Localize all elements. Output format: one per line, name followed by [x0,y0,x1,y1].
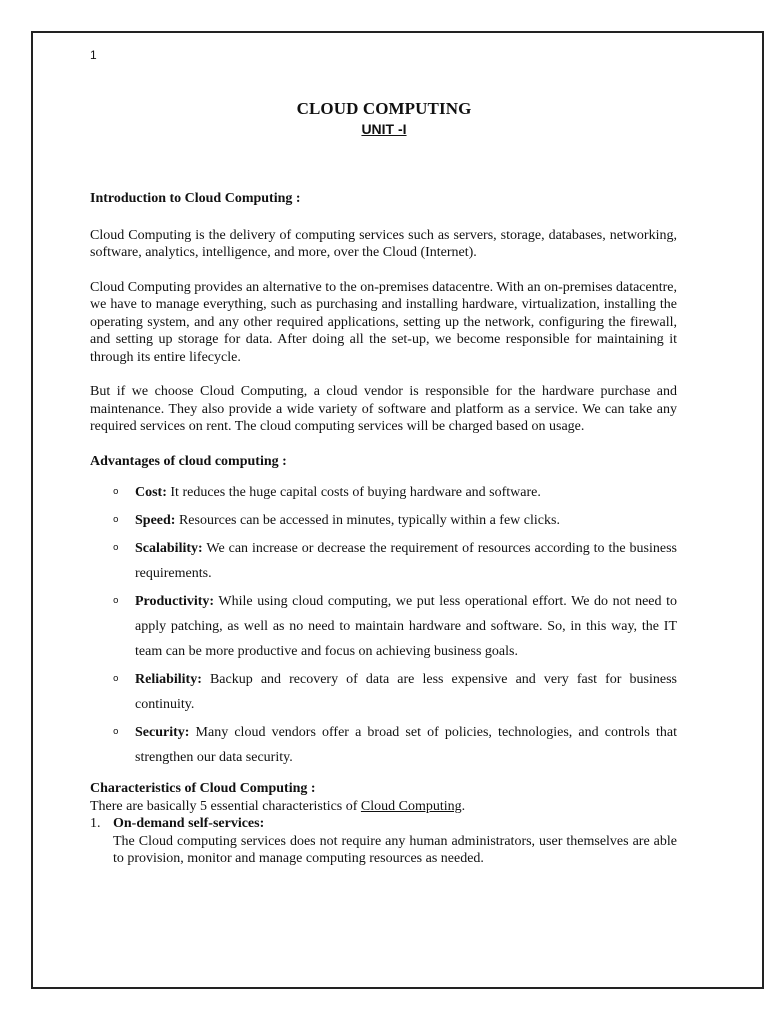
page-number: 1 [90,48,97,62]
advantage-item-speed [113,508,677,533]
bullet-icon: o [113,487,119,497]
characteristics-intro-prefix: There are basically 5 essential characteristics of [90,798,361,814]
advantage-item-reliability [113,667,677,717]
advantage-text: We can increase or decrease the requirement of resources according to the business requirements. [135,541,677,581]
bullet-icon: o [113,674,119,684]
bullet-icon: o [113,727,119,737]
characteristic-term: On-demand self-services: [113,816,265,831]
characteristics-intro [90,798,677,816]
bullet-icon: o [113,543,119,553]
intro-paragraph-2: Cloud Computing provides an alternative to the on-premises datacentre. With an on-premises datacentre, we have to manage everything, such as purchasing and installing hardware, virtualization, installing the operating system, and any other required applications, setting up the network, configuring the firewall, and setting up storage for data. After doing all the set-up, we become responsible for maintaining it through its entire lifecycle. [90,279,678,365]
advantages-list [90,480,677,770]
bullet-icon: o [113,515,119,525]
advantage-term: Productivity: [135,594,215,609]
document-title: CLOUD COMPUTING [296,99,472,118]
cloud-computing-link[interactable]: Cloud Computing [360,798,462,814]
advantage-term: Security: [135,725,190,740]
advantage-item-scalability [113,536,677,586]
intro-paragraph-3: But if we choose Cloud Computing, a cloud vendor is responsible for the hardware purchase and maintenance. They also provide a wide variety of software and platform as a service. We can take any required services on rent. The cloud computing services will be charged based on usage. [90,384,677,434]
intro-paragraph-1: Cloud Computing is the delivery of computing services such as servers, storage, databases, networking, software, analytics, intelligence, and more, over the Cloud (Internet). [90,227,677,260]
advantage-term: Speed: [135,513,176,528]
advantage-term: Scalability: [135,541,203,556]
advantage-item-security [113,720,677,770]
bullet-icon: o [113,596,119,606]
characteristic-text: The Cloud computing services does not require any human administrators, user themselves are able to provision, monitor and manage computing resources as needed. [113,833,677,866]
advantage-text: While using cloud computing, we put less operational effort. We do not need to apply patching, as well as no need to maintain hardware and software. So, in this way, the IT team can be more productive and focus on achieving business goals. [135,594,677,659]
intro-heading: Introduction to Cloud Computing : [90,191,301,206]
characteristics-intro-suffix: . [461,798,466,814]
advantage-text: It reduces the huge capital costs of buying hardware and software. [166,485,541,500]
characteristic-number: 1. [90,816,101,831]
document-body [90,190,677,868]
advantage-item-cost [113,480,677,505]
document-subtitle: UNIT -I [361,121,407,137]
advantage-term: Cost: [135,485,167,500]
characteristics-section [90,780,677,868]
advantage-term: Reliability: [135,672,202,687]
advantage-text: Resources can be accessed in minutes, typically within a few clicks. [175,513,560,528]
advantage-item-productivity [113,589,677,664]
characteristic-item [90,815,677,868]
advantage-text: Many cloud vendors offer a broad set of policies, technologies, and controls that strengthen our data security. [135,725,677,765]
advantages-heading: Advantages of cloud computing : [90,453,287,469]
characteristics-heading: Characteristics of Cloud Computing : [90,781,316,796]
advantage-text: Backup and recovery of data are less expensive and very fast for business continuity. [135,672,677,712]
